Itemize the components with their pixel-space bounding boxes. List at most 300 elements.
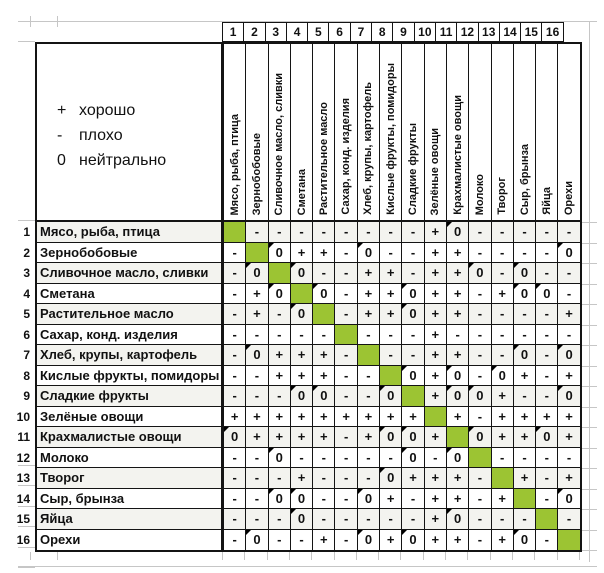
matrix-cell-15-13: - [491,509,513,530]
matrix-cell-6-15: - [535,325,557,346]
matrix-cell-7-10: + [424,345,446,366]
matrix-cell-13-6: - [334,468,356,489]
matrix-cell-2-3: 0 [268,243,290,264]
matrix-cell-12-16: - [557,448,579,469]
matrix-cell-16-15: - [535,530,557,551]
self-cell-8 [379,366,401,387]
matrix-cell-14-12: - [468,489,490,510]
matrix-cell-13-3: - [268,468,290,489]
matrix-cell-16-6: - [334,530,356,551]
col-header-12 [468,44,490,222]
matrix-cell-14-1: - [223,489,245,510]
matrix-cell-4-3: 0 [268,284,290,305]
matrix-cell-13-16: + [557,468,579,489]
matrix-cell-2-10: + [424,243,446,264]
matrix-cell-7-5: + [312,345,334,366]
matrix-cell-9-10: + [424,386,446,407]
matrix-cell-7-15: - [535,345,557,366]
matrix-cell-6-5: - [312,325,334,346]
matrix-cell-16-13: + [491,530,513,551]
matrix-cell-14-8: + [379,489,401,510]
matrix-cell-13-7: - [357,468,379,489]
self-cell-12 [468,448,490,469]
self-cell-7 [357,345,379,366]
matrix-cell-10-14: + [513,407,535,428]
column-number-9: 9 [392,22,414,42]
row-number-9: 9 [23,389,30,404]
gridline [581,509,597,510]
matrix-cell-8-14: + [513,366,535,387]
matrix-cell-4-15: 0 [535,284,557,305]
matrix-cell-2-16: 0 [557,243,579,264]
matrix-cell-10-1: + [223,407,245,428]
matrix-cell-5-12: - [468,304,490,325]
matrix-cell-4-5: 0 [312,284,334,305]
gridline [581,345,597,346]
gridline [557,552,558,560]
col-header-label: Кислые фрукты, помидоры [384,63,397,215]
gridline [400,552,401,560]
matrix-cell-12-11: 0 [446,448,468,469]
self-cell-1 [223,222,245,243]
row-number-13: 13 [16,471,30,486]
matrix-cell-5-2: + [245,304,267,325]
matrix-cell-10-6: + [334,407,356,428]
gridline [581,407,597,408]
row-number-2: 2 [0,243,34,264]
matrix-cell-8-11: 0 [446,366,468,387]
matrix-cell-15-9: - [401,509,423,530]
compatibility-table [35,42,582,552]
column-number-12: 12 [456,22,478,42]
matrix-cell-8-7: - [357,366,379,387]
matrix-cell-3-1: - [223,263,245,284]
matrix-cell-8-13: 0 [491,366,513,387]
col-header-2 [245,44,267,222]
matrix-cell-10-2: + [245,407,267,428]
gridline [30,552,31,560]
matrix-cell-12-5: - [312,448,334,469]
legend-label-good: хорошо [79,102,136,119]
gridline [356,552,357,560]
matrix-cell-6-11: - [446,325,468,346]
matrix-cell-2-8: - [379,243,401,264]
matrix-cell-13-10: + [424,468,446,489]
matrix-cell-4-7: + [357,284,379,305]
matrix-cell-11-12: 0 [468,427,490,448]
gridline [267,552,268,560]
legend-label-bad: плохо [79,127,123,144]
matrix-cell-2-7: 0 [357,243,379,264]
matrix-cell-5-6: - [334,304,356,325]
matrix-cell-10-13: + [491,407,513,428]
matrix-cell-15-10: + [424,509,446,530]
matrix-cell-4-8: + [379,284,401,305]
matrix-cell-15-7: - [357,509,379,530]
self-cell-5 [312,304,334,325]
matrix-cell-8-1: - [223,366,245,387]
gridline [579,552,580,560]
gridline [244,552,245,560]
col-header-label: Яйца [540,187,553,215]
self-cell-16 [557,530,579,551]
matrix-cell-12-4: - [290,448,312,469]
gridline [581,304,597,305]
row-number-4: 4 [0,284,34,305]
gridline [589,21,590,562]
matrix-cell-14-3: 0 [268,489,290,510]
gridline [581,489,597,490]
matrix-cell-2-6: - [334,243,356,264]
gridline [490,552,491,560]
matrix-cell-14-5: - [312,489,334,510]
matrix-cell-7-3: + [268,345,290,366]
matrix-cell-6-10: + [424,325,446,346]
col-header-4 [290,44,312,222]
matrix-cell-11-7: + [357,427,379,448]
matrix-cell-16-8: + [379,530,401,551]
legend-symbol-plus: + [57,102,67,119]
col-header-8 [379,44,401,222]
matrix-cell-8-10: + [424,366,446,387]
matrix-cell-15-4: 0 [290,509,312,530]
col-header-label: Растительное масло [317,101,330,215]
matrix-cell-15-8: - [379,509,401,530]
gridline [581,366,597,367]
matrix-cell-9-4: 0 [290,386,312,407]
gridline [581,222,597,223]
matrix-cell-1-5: - [312,222,334,243]
matrix-cell-16-1: - [223,530,245,551]
row-label-5: Растительное масло [37,304,223,325]
legend-item-good [57,98,221,123]
matrix-cell-10-9: + [401,407,423,428]
self-cell-10 [424,407,446,428]
col-header-label: Сладкие фрукты [407,122,420,215]
column-number-15: 15 [520,22,542,42]
matrix-cell-11-4: + [290,427,312,448]
gridline [289,552,290,560]
matrix-cell-13-11: + [446,468,468,489]
matrix-cell-2-12: - [468,243,490,264]
self-cell-9 [401,386,423,407]
matrix-cell-14-13: + [491,489,513,510]
matrix-cell-9-15: - [535,386,557,407]
gridline [57,16,58,27]
matrix-cell-5-4: 0 [290,304,312,325]
matrix-cell-5-9: 0 [401,304,423,325]
self-cell-6 [334,325,356,346]
matrix-cell-10-16: + [557,407,579,428]
matrix-cell-9-7: - [357,386,379,407]
matrix-cell-9-6: - [334,386,356,407]
matrix-cell-13-5: - [312,468,334,489]
matrix-cell-16-12: - [468,530,490,551]
matrix-cell-15-11: 0 [446,509,468,530]
matrix-cell-3-13: - [491,263,513,284]
matrix-cell-14-11: + [446,489,468,510]
matrix-cell-15-1: - [223,509,245,530]
col-header-6 [334,44,356,222]
legend-item-bad [57,123,221,148]
column-number-4: 4 [286,22,308,42]
matrix-cell-11-9: 0 [401,427,423,448]
matrix-cell-2-1: - [223,243,245,264]
matrix-cell-1-11: 0 [446,222,468,243]
matrix-cell-2-9: - [401,243,423,264]
matrix-cell-11-10: + [424,427,446,448]
col-header-label: Хлеб, крупы, картофель [362,82,375,215]
matrix-cell-6-2: - [245,325,267,346]
matrix-cell-9-12: 0 [468,386,490,407]
matrix-cell-12-2: - [245,448,267,469]
matrix-cell-11-14: + [513,427,535,448]
matrix-cell-10-8: + [379,407,401,428]
legend-symbol-zero: 0 [57,152,66,169]
column-numbers-row [222,22,564,42]
column-number-16: 16 [541,22,563,42]
row-number-11: 11 [17,430,30,445]
matrix-cell-1-16: - [557,222,579,243]
matrix-cell-4-11: + [446,284,468,305]
row-number-16: 16 [16,532,30,547]
gridline [581,325,597,326]
matrix-cell-16-4: - [290,530,312,551]
matrix-cell-11-15: 0 [535,427,557,448]
matrix-cell-7-8: - [379,345,401,366]
gridline [18,506,35,507]
column-number-8: 8 [371,22,393,42]
row-number-3: 3 [0,263,34,284]
gridline [18,41,35,42]
matrix-cell-2-13: - [491,243,513,264]
matrix-cell-10-7: + [357,407,379,428]
col-header-3 [268,44,290,222]
row-label-13: Творог [37,468,223,489]
gridline [445,552,446,560]
row-label-16: Орехи [37,530,223,551]
matrix-cell-2-11: + [446,243,468,264]
matrix-cell-4-10: + [424,284,446,305]
column-number-7: 7 [350,22,372,42]
gridline [18,220,35,221]
matrix-cell-12-9: 0 [401,448,423,469]
col-header-label: Мясо, рыба, птица [228,113,241,215]
matrix-cell-14-2: - [245,489,267,510]
row-number-6: 6 [0,325,34,346]
matrix-cell-10-12: - [468,407,490,428]
matrix-cell-9-1: - [223,386,245,407]
row-number-15: 15 [16,512,30,527]
gridline [18,526,35,527]
matrix-cell-1-12: - [468,222,490,243]
matrix-cell-8-3: + [268,366,290,387]
matrix-cell-13-4: + [290,468,312,489]
matrix-cell-15-6: - [334,509,356,530]
matrix-cell-7-13: - [491,345,513,366]
gridline [57,552,58,560]
matrix-cell-12-3: 0 [268,448,290,469]
matrix-cell-6-14: - [513,325,535,346]
matrix-cell-3-7: + [357,263,379,284]
gridline [581,530,597,531]
row-label-12: Молоко [37,448,223,469]
matrix-cell-3-4: 0 [290,263,312,284]
col-header-label: Молоко [473,173,486,215]
matrix-cell-11-2: + [245,427,267,448]
matrix-cell-12-7: - [357,448,379,469]
matrix-cell-4-13: + [491,284,513,305]
gridline [18,547,35,548]
row-number-10: 10 [16,409,30,424]
gridline [467,552,468,560]
matrix-cell-16-9: 0 [401,530,423,551]
matrix-cell-8-5: + [312,366,334,387]
matrix-cell-1-6: - [334,222,356,243]
matrix-cell-10-11: + [446,407,468,428]
gridline [311,552,312,560]
matrix-cell-16-7: 0 [357,530,379,551]
matrix-cell-13-14: + [513,468,535,489]
matrix-cell-8-12: - [468,366,490,387]
matrix-cell-2-14: - [513,243,535,264]
matrix-cell-15-14: - [513,509,535,530]
matrix-cell-5-14: - [513,304,535,325]
matrix-cell-1-14: - [513,222,535,243]
matrix-cell-2-15: - [535,243,557,264]
self-cell-14 [513,489,535,510]
matrix-cell-2-4: + [290,243,312,264]
column-number-6: 6 [328,22,350,42]
matrix-cell-1-8: - [379,222,401,243]
matrix-cell-7-6: - [334,345,356,366]
column-number-1: 1 [222,22,244,42]
matrix-cell-9-5: 0 [312,386,334,407]
matrix-cell-9-2: - [245,386,267,407]
matrix-cell-5-13: - [491,304,513,325]
matrix-cell-8-6: - [334,366,356,387]
matrix-cell-8-4: + [290,366,312,387]
gridline [581,243,597,244]
col-header-13 [491,44,513,222]
col-header-1 [223,44,245,222]
gridline [30,16,31,27]
matrix-cell-3-6: - [334,263,356,284]
matrix-cell-1-2: - [245,222,267,243]
matrix-cell-11-13: + [491,427,513,448]
matrix-cell-14-9: - [401,489,423,510]
matrix-cell-7-14: 0 [513,345,535,366]
matrix-cell-6-4: - [290,325,312,346]
col-header-7 [357,44,379,222]
row-label-8: Кислые фрукты, помидоры [37,366,223,387]
matrix-cell-4-1: - [223,284,245,305]
row-label-7: Хлеб, крупы, картофель [37,345,223,366]
matrix-cell-11-6: - [334,427,356,448]
matrix-cell-12-10: - [424,448,446,469]
matrix-cell-5-16: + [557,304,579,325]
col-header-label: Творог [496,177,509,215]
gridline [581,386,597,387]
gridline [581,263,597,264]
matrix-cell-3-10: + [424,263,446,284]
row-number-1: 1 [0,222,34,243]
matrix-cell-5-7: + [357,304,379,325]
matrix-cell-11-1: 0 [223,427,245,448]
row-label-15: Яйца [37,509,223,530]
matrix-cell-15-16: - [557,509,579,530]
matrix-cell-11-8: 0 [379,427,401,448]
matrix-cell-14-7: 0 [357,489,379,510]
matrix-cell-15-2: - [245,509,267,530]
matrix-cell-7-9: - [401,345,423,366]
matrix-cell-4-2: + [245,284,267,305]
gridline [581,550,597,551]
matrix-cell-11-16: + [557,427,579,448]
gridline [581,448,597,449]
self-cell-2 [245,243,267,264]
column-number-13: 13 [478,22,500,42]
matrix-cell-12-15: - [535,448,557,469]
column-number-3: 3 [265,22,287,42]
col-header-15 [535,44,557,222]
gridline [423,552,424,560]
matrix-cell-3-16: - [557,263,579,284]
matrix-cell-3-5: - [312,263,334,284]
matrix-cell-14-10: + [424,489,446,510]
matrix-cell-9-3: - [268,386,290,407]
matrix-cell-1-13: - [491,222,513,243]
column-number-5: 5 [307,22,329,42]
matrix-cell-1-9: - [401,222,423,243]
matrix-cell-2-5: + [312,243,334,264]
column-number-14: 14 [499,22,521,42]
matrix-cell-13-12: - [468,468,490,489]
row-label-9: Сладкие фрукты [37,386,223,407]
matrix-cell-8-2: - [245,366,267,387]
matrix-cell-14-6: - [334,489,356,510]
legend-symbol-minus: - [57,127,63,144]
matrix-cell-1-10: + [424,222,446,243]
matrix-cell-3-2: 0 [245,263,267,284]
col-header-label: Сливочное масло, сливки [273,72,286,215]
matrix-cell-6-1: - [223,325,245,346]
matrix-cell-5-8: + [379,304,401,325]
col-header-9 [401,44,423,222]
gridline [18,485,35,486]
matrix-cell-12-1: - [223,448,245,469]
matrix-cell-3-11: + [446,263,468,284]
gridline [334,552,335,560]
matrix-cell-10-3: + [268,407,290,428]
matrix-cell-4-14: 0 [513,284,535,305]
row-label-11: Крахмалистые овощи [37,427,223,448]
matrix-cell-16-14: 0 [513,530,535,551]
col-header-5 [312,44,334,222]
matrix-cell-6-3: - [268,325,290,346]
matrix-cell-16-3: - [268,530,290,551]
self-cell-15 [535,509,557,530]
matrix-cell-7-12: - [468,345,490,366]
matrix-cell-4-16: - [557,284,579,305]
legend [37,44,223,222]
matrix-cell-9-11: 0 [446,386,468,407]
matrix-cell-5-3: - [268,304,290,325]
row-number-5: 5 [0,304,34,325]
gridline [18,465,35,466]
matrix-cell-4-9: 0 [401,284,423,305]
matrix-cell-11-3: + [268,427,290,448]
